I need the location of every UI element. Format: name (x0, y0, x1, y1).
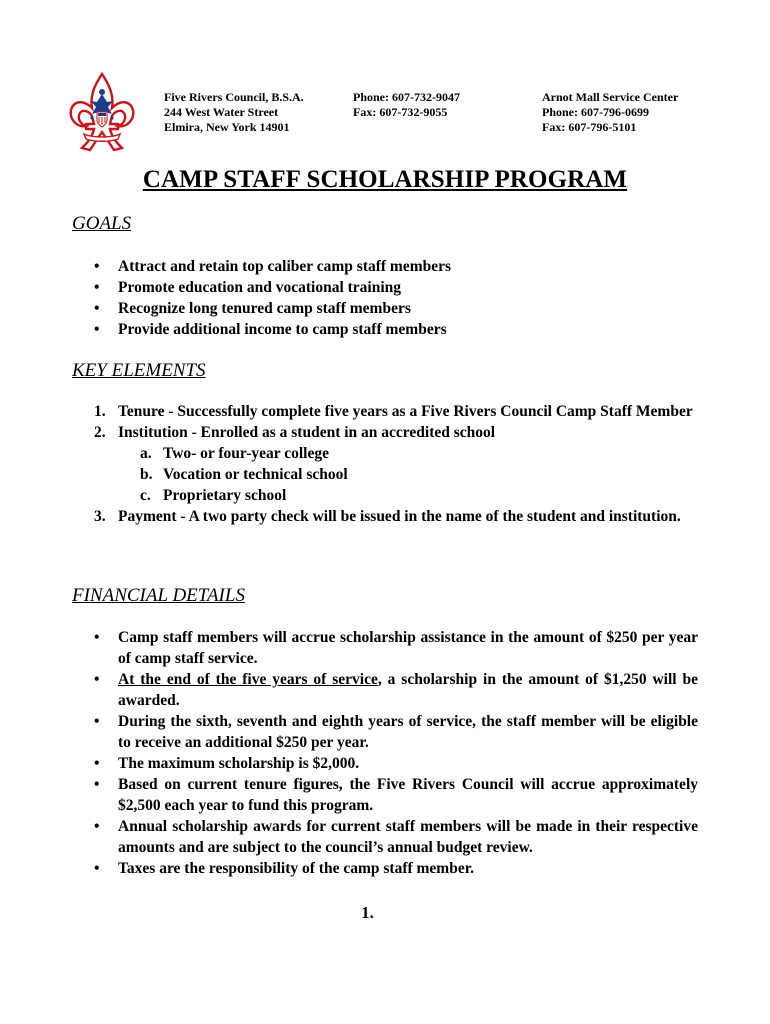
goal-item: • Attract and retain top caliber camp staff members (94, 258, 452, 275)
goal-item: • Recognize long tenured camp staff members (94, 300, 411, 317)
service-center-fax: Fax: 607-796-5101 (542, 120, 637, 134)
bullet: • (94, 860, 100, 877)
institution-sub-item: c. Proprietary school (140, 487, 287, 504)
street-address: 244 West Water Street (164, 105, 279, 119)
council-phone: Phone: 607-732-9047 (353, 90, 460, 104)
institution-sub-item: b. Vocation or technical school (140, 466, 348, 483)
item-letter: a. (140, 445, 152, 462)
goals-heading: GOALS (72, 213, 132, 234)
page-number: 1. (361, 903, 374, 922)
bullet: • (94, 321, 100, 338)
page-title: CAMP STAFF SCHOLARSHIP PROGRAM (142, 166, 628, 193)
financial-item: • Annual scholarship awards for current staff members will be made in their respective amounts and are subject to the council’s annual budget review. (94, 818, 698, 856)
financial-item: • During the sixth, seventh and eighth years of service, the staff member will be eligible to receive an additional $250 per year. (94, 713, 698, 751)
key-elements-list (94, 401, 698, 527)
bullet: • (94, 629, 100, 646)
bullet: • (94, 713, 100, 730)
bullet: • (94, 755, 100, 772)
bsa-fleur-de-lis-logo (68, 72, 136, 154)
item-letter: b. (140, 466, 153, 483)
council-fax: Fax: 607-732-9055 (353, 105, 448, 119)
key-element-item: 2. Institution - Enrolled as a student in an accredited school (94, 424, 496, 441)
item-number: 2. (94, 424, 106, 441)
item-number: 1. (94, 403, 106, 420)
city-state-zip: Elmira, New York 14901 (164, 120, 290, 134)
service-center-name: Arnot Mall Service Center (542, 90, 679, 104)
financial-item: • At the end of the five years of service, a scholarship in the amount of $1,250 will be awarded. (94, 671, 698, 709)
goals-list (94, 256, 698, 340)
underlined-phrase: At the end of the five years of service (118, 671, 378, 688)
bullet: • (94, 818, 100, 835)
service-center-contact (542, 90, 678, 135)
key-element-item: 1. Tenure - Successfully complete five years as a Five Rivers Council Camp Staff Member (94, 403, 693, 420)
financial-item: • The maximum scholarship is $2,000. (94, 755, 360, 772)
council-contact (353, 90, 460, 120)
financial-item: • Taxes are the responsibility of the camp staff member. (94, 860, 475, 877)
financial-item: • Based on current tenure figures, the Five Rivers Council will accrue approximately $2,500 each year to fund this program. (94, 776, 698, 814)
key-elements-heading: KEY ELEMENTS (72, 360, 206, 381)
key-element-item: 3. Payment - A two party check will be issued in the name of the student and institution. (94, 508, 681, 525)
item-letter: c. (140, 487, 151, 504)
goal-item: • Provide additional income to camp staff members (94, 321, 447, 338)
financial-details-heading: FINANCIAL DETAILS (72, 585, 245, 606)
item-number: 3. (94, 508, 106, 525)
bullet: • (94, 671, 100, 688)
bullet: • (94, 776, 100, 793)
institution-sub-item: a. Two- or four-year college (140, 445, 329, 462)
financial-item: • Camp staff members will accrue scholarship assistance in the amount of $250 per year of camp staff service. (94, 629, 698, 667)
bullet: • (94, 258, 100, 275)
bullet: • (94, 300, 100, 317)
goal-item: • Promote education and vocational training (94, 279, 402, 296)
bullet: • (94, 279, 100, 296)
service-center-phone: Phone: 607-796-0699 (542, 105, 649, 119)
council-name: Five Rivers Council, B.S.A. (164, 90, 304, 104)
council-address (164, 90, 304, 135)
financial-details-list (94, 627, 698, 879)
